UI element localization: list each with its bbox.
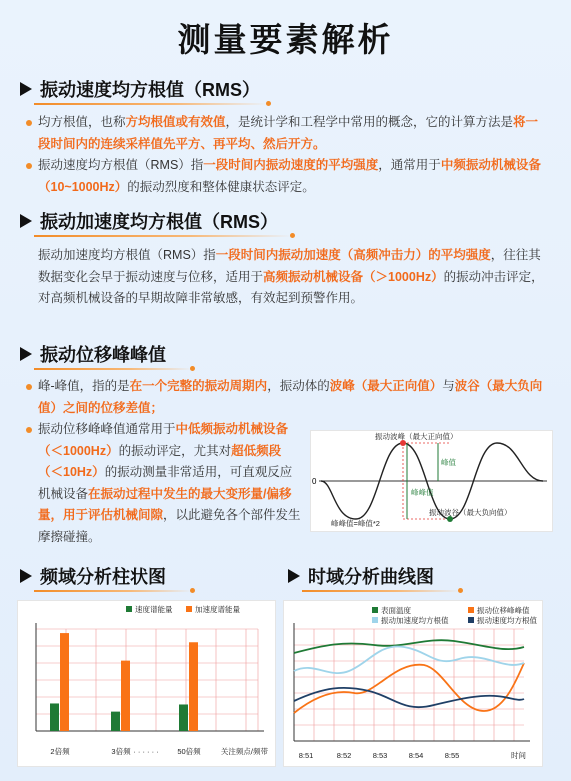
legend-label: 振动速度均方根值 <box>477 616 537 625</box>
bar-velocity-energy <box>111 712 120 731</box>
section-title: 振动加速度均方根值（RMS） <box>40 212 278 232</box>
underline-dot <box>266 101 271 106</box>
peak-value-label: 峰值 <box>441 458 456 467</box>
bar-chart <box>18 601 275 766</box>
arrow-icon <box>20 347 32 361</box>
x-axis-label: 时间 <box>511 751 526 760</box>
section-title: 时域分析曲线图 <box>308 567 434 587</box>
heading-underline <box>34 590 192 592</box>
arrow-icon <box>288 569 300 583</box>
x-tick-label: 8:55 <box>444 751 460 760</box>
bullet-item: 振动速度均方根值（RMS）指一段时间内振动速度的平均强度，通常用于中频振动机械设备（10~1000Hz）的振动烈度和整体健康状态评定。 <box>24 155 546 198</box>
x-axis-label: 关注频点/频带 <box>220 747 268 756</box>
x-tick-label: 3倍频 <box>111 747 131 756</box>
section-heading-displacement-pp <box>20 341 166 367</box>
section-title: 频域分析柱状图 <box>40 567 166 587</box>
section-heading-freq-bar <box>20 563 166 589</box>
section-heading-time-curve <box>288 563 434 589</box>
legend-swatch <box>186 606 192 612</box>
legend-label: 表面温度 <box>381 606 411 615</box>
legend-swatch <box>372 607 378 613</box>
bar-acceleration-energy <box>60 633 69 731</box>
section-heading-velocity-rms <box>20 76 260 102</box>
velocity-rms-text <box>24 112 546 198</box>
legend-label: 加速度谱能量 <box>195 605 240 614</box>
peak-label: 振动波峰（最大正向值） <box>375 432 458 441</box>
bullet-item: 振动位移峰峰值通常用于中低频振动机械设备（＜1000Hz）的振动评定，尤其对超低频段（＜10Hz）的振动测量非常适用，可直观反应机械设备在振动过程中发生的最大变形量/偏移量，用于评估机械间隙，以此避免各个部件发生摩擦碰撞。 <box>24 419 302 548</box>
bullet-item: 峰-峰值，指的是在一个完整的振动周期内，振动体的波峰（最大正向值）与波谷（最大负向值）之间的位移差值； <box>24 376 546 419</box>
pp-value-label: 峰峰值 <box>411 488 434 497</box>
heading-underline <box>34 368 192 370</box>
wave-svg <box>311 431 552 531</box>
displacement-pp-text-1 <box>24 376 546 419</box>
bar-acceleration-energy <box>121 661 130 731</box>
legend-label: 振动加速度均方根值 <box>381 616 449 625</box>
arrow-icon <box>20 569 32 583</box>
arrow-icon <box>20 82 32 96</box>
line-chart <box>284 601 542 766</box>
page-title: 测量要素解析 <box>177 21 394 58</box>
x-tick-label: 50倍频 <box>177 747 201 756</box>
wave-diagram <box>310 430 553 532</box>
bar-velocity-energy <box>50 703 59 731</box>
legend-swatch <box>126 606 132 612</box>
section-title: 振动位移峰峰值 <box>40 345 166 365</box>
bar-velocity-energy <box>179 704 188 731</box>
series-line <box>294 688 524 707</box>
heading-underline <box>34 235 292 237</box>
zero-label: 0 <box>312 477 317 486</box>
underline-dot <box>458 588 463 593</box>
bar-acceleration-energy <box>189 642 198 731</box>
arrow-icon <box>20 214 32 228</box>
displacement-pp-text-2 <box>24 419 302 548</box>
heading-underline <box>302 590 460 592</box>
x-tick-label: 8:52 <box>336 751 352 760</box>
trough-label: 振动波谷（最大负向值） <box>429 508 512 517</box>
underline-dot <box>190 588 195 593</box>
underline-dot <box>290 233 295 238</box>
formula-label: 峰峰值=峰值*2 <box>331 519 380 528</box>
line-chart-box <box>283 600 543 767</box>
x-tick-label: 8:53 <box>372 751 388 760</box>
legend-swatch <box>468 617 474 623</box>
x-ellipsis: · · · · · · <box>133 747 159 756</box>
heading-underline <box>34 103 268 105</box>
acceleration-rms-text: 振动加速度均方根值（RMS）指一段时间内振动加速度（高频冲击力）的平均强度，往往其数据变化会早于振动速度与位移，适用于高频振动机械设备（＞1000Hz）的振动冲击评定，对高频机械设备的早期故障非常敏感，有效起到预警作用。 <box>38 248 544 305</box>
legend-label: 速度谱能量 <box>135 605 173 614</box>
series-line <box>294 640 524 653</box>
x-tick-label: 8:54 <box>408 751 424 760</box>
section-title: 振动速度均方根值（RMS） <box>40 80 260 100</box>
section-heading-acceleration-rms <box>20 208 278 234</box>
legend-swatch <box>468 607 474 613</box>
underline-dot <box>190 366 195 371</box>
x-tick-label: 2倍频 <box>50 747 70 756</box>
legend-label: 振动位移峰峰值 <box>477 606 530 615</box>
legend-swatch <box>372 617 378 623</box>
series-line <box>294 646 524 673</box>
bullet-item: 均方根值，也称方均根值或有效值，是统计学和工程学中常用的概念，它的计算方法是将一段时间内的连续采样值先平方、再平均、然后开方。 <box>24 112 546 155</box>
bar-chart-box <box>17 600 276 767</box>
x-tick-label: 8:51 <box>298 751 314 760</box>
